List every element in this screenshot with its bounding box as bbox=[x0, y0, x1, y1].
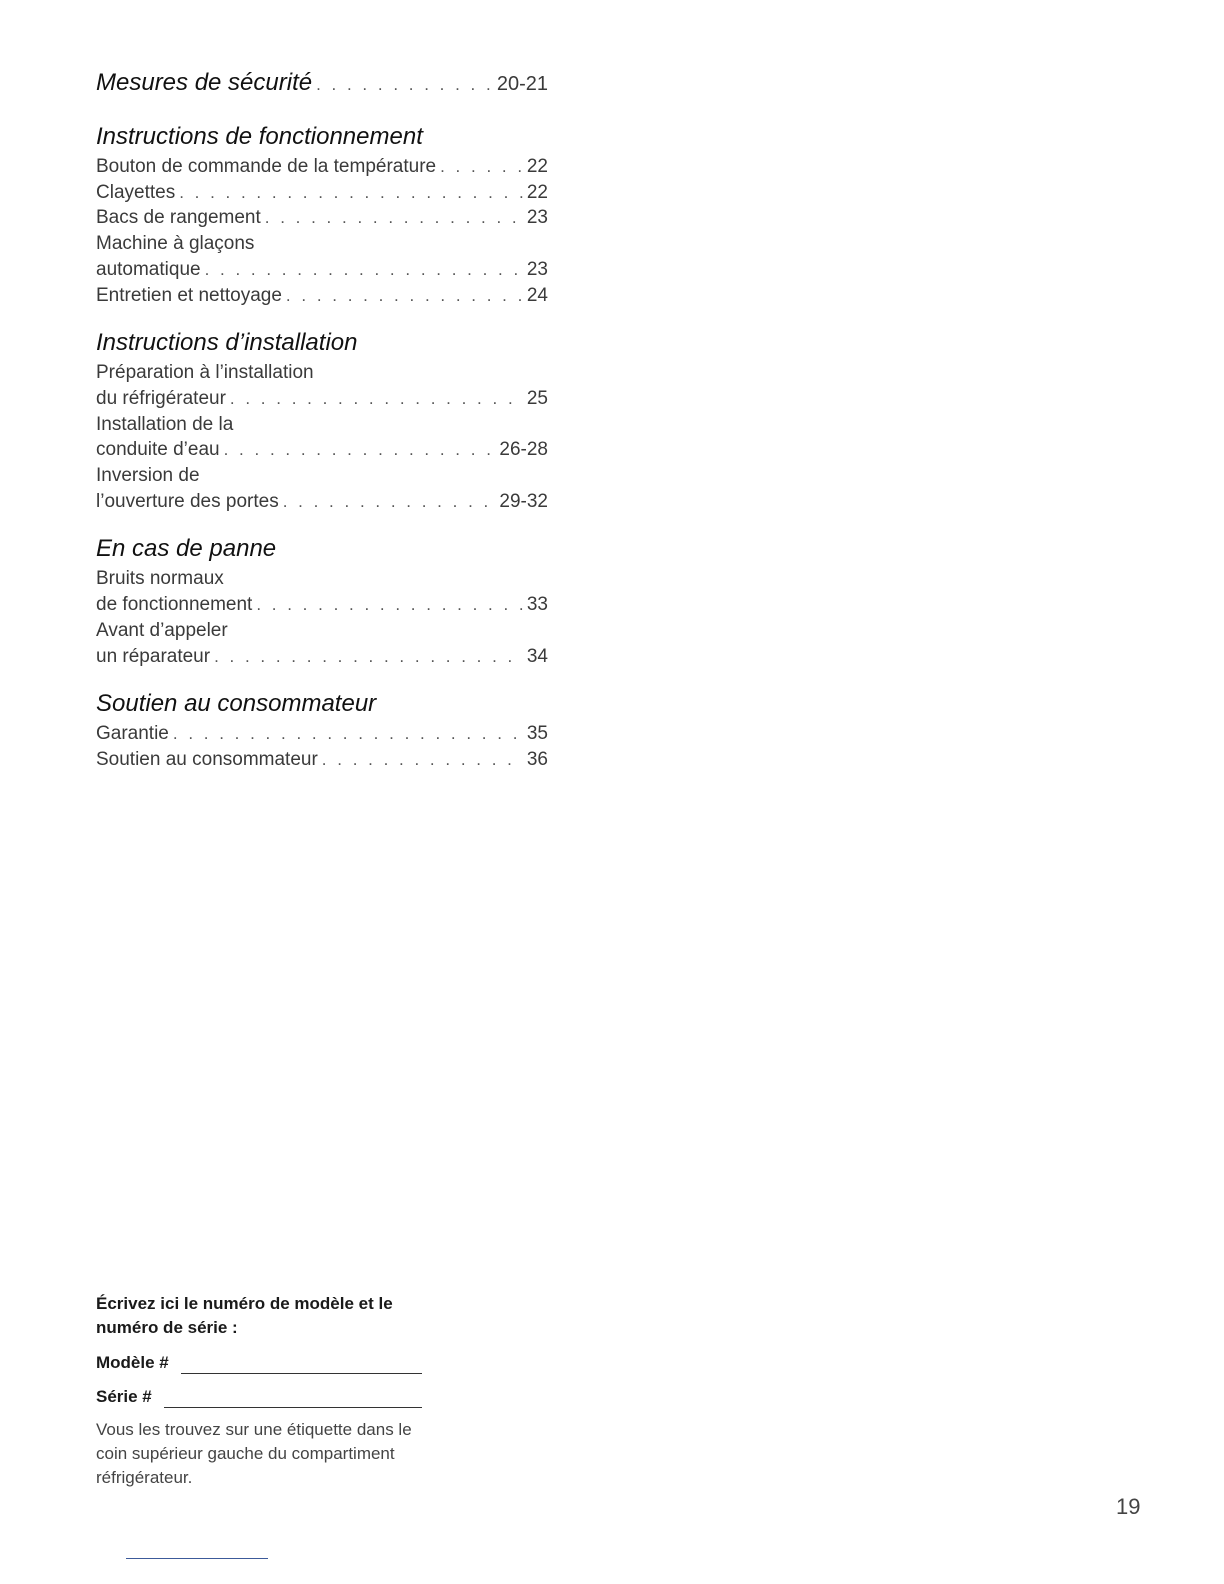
toc-entry-line: Machine à glaçons bbox=[96, 233, 255, 255]
toc-page-ref: 23 bbox=[526, 258, 548, 280]
toc-page-ref: 34 bbox=[526, 645, 548, 667]
toc-entry-line: Inversion de bbox=[96, 465, 200, 487]
serial-number-line bbox=[96, 1386, 436, 1408]
dot-leader bbox=[265, 205, 523, 231]
toc-entry bbox=[96, 592, 548, 618]
dot-leader bbox=[440, 154, 523, 180]
dot-leader bbox=[283, 489, 496, 515]
toc-entry-label: conduite d’eau bbox=[96, 439, 220, 461]
toc-entry bbox=[96, 644, 548, 670]
toc-section-title: Instructions d’installation bbox=[96, 329, 358, 357]
toc-entry-label: Soutien au consommateur bbox=[96, 748, 318, 770]
dot-leader bbox=[173, 721, 523, 747]
model-number-blank bbox=[181, 1357, 422, 1374]
toc-page-ref: 20-21 bbox=[496, 73, 548, 95]
toc-section-heading bbox=[96, 326, 548, 360]
dot-leader bbox=[286, 283, 523, 309]
page-number: 19 bbox=[1116, 1494, 1141, 1519]
toc-page-ref: 29-32 bbox=[499, 490, 548, 512]
dot-leader bbox=[230, 386, 523, 412]
toc-section-heading bbox=[96, 66, 548, 102]
record-title: Écrivez ici le numéro de modèle et le numéro de série : bbox=[96, 1294, 393, 1337]
toc-entry bbox=[96, 747, 548, 773]
toc-entry bbox=[96, 283, 548, 309]
toc-page-ref: 25 bbox=[526, 387, 548, 409]
toc-entry-label: Bouton de commande de la température bbox=[96, 156, 437, 177]
toc-entry-line: Avant d’appeler bbox=[96, 619, 228, 641]
toc-entry-label: Garantie bbox=[96, 723, 169, 745]
toc-page-ref: 33 bbox=[526, 594, 548, 616]
toc-section-title: Soutien au consommateur bbox=[96, 690, 377, 718]
model-number-label: Modèle # bbox=[96, 1353, 169, 1372]
toc-section-heading bbox=[96, 120, 548, 154]
record-note: Vous les trouvez sur une étiquette dans le coin supérieur gauche du compartiment réfrigérateur. bbox=[96, 1420, 412, 1487]
model-serial-record bbox=[96, 1292, 436, 1490]
toc-entry-label: l’ouverture des portes bbox=[96, 490, 279, 512]
toc-page-ref: 24 bbox=[526, 284, 548, 306]
toc-entry bbox=[96, 386, 548, 412]
dot-leader bbox=[322, 747, 523, 773]
toc-entry bbox=[96, 154, 548, 180]
toc-entry-label: un réparateur bbox=[96, 645, 211, 667]
dot-leader bbox=[256, 592, 523, 618]
toc-entry bbox=[96, 721, 548, 747]
toc-entry-label: Bacs de rangement bbox=[96, 207, 261, 229]
toc-page-ref: 22 bbox=[526, 181, 548, 203]
toc-section-title: Mesures de sécurité bbox=[96, 69, 313, 96]
toc-entry bbox=[96, 180, 548, 206]
dot-leader bbox=[316, 68, 493, 102]
toc-entry-line: Préparation à l’installation bbox=[96, 362, 314, 384]
toc-entry-label: de fonctionnement bbox=[96, 594, 253, 616]
footer-rule bbox=[126, 1558, 268, 1559]
dot-leader bbox=[214, 644, 523, 670]
table-of-contents bbox=[96, 66, 548, 773]
dot-leader bbox=[224, 437, 496, 463]
toc-page-ref: 22 bbox=[526, 156, 548, 177]
toc-entry-line: Installation de la bbox=[96, 413, 234, 435]
toc-page-ref: 36 bbox=[526, 748, 548, 770]
serial-number-blank bbox=[164, 1391, 422, 1408]
toc-section bbox=[96, 120, 548, 308]
toc-section bbox=[96, 326, 548, 514]
toc-page-ref: 26-28 bbox=[499, 439, 548, 461]
toc-entry-label: du réfrigérateur bbox=[96, 387, 226, 409]
toc-section-title: En cas de panne bbox=[96, 535, 277, 563]
toc-entry-label: automatique bbox=[96, 258, 201, 280]
toc-entry bbox=[96, 257, 548, 283]
toc-entry-label: Entretien et nettoyage bbox=[96, 284, 282, 306]
serial-number-label: Série # bbox=[96, 1387, 152, 1406]
toc-entry-line: Bruits normaux bbox=[96, 568, 224, 590]
dot-leader bbox=[205, 257, 523, 283]
toc-section bbox=[96, 532, 548, 669]
toc-page-ref: 23 bbox=[526, 207, 548, 229]
dot-leader bbox=[179, 180, 523, 206]
model-number-line bbox=[96, 1352, 436, 1374]
toc-entry bbox=[96, 437, 548, 463]
toc-section-heading bbox=[96, 687, 548, 721]
toc-section bbox=[96, 66, 548, 102]
toc-section-heading bbox=[96, 532, 548, 566]
toc-entry bbox=[96, 489, 548, 515]
toc-section-title: Instructions de fonctionnement bbox=[96, 123, 423, 150]
toc-page-ref: 35 bbox=[526, 723, 548, 745]
toc-entry bbox=[96, 205, 548, 231]
toc-section bbox=[96, 687, 548, 772]
toc-entry-label: Clayettes bbox=[96, 181, 176, 203]
